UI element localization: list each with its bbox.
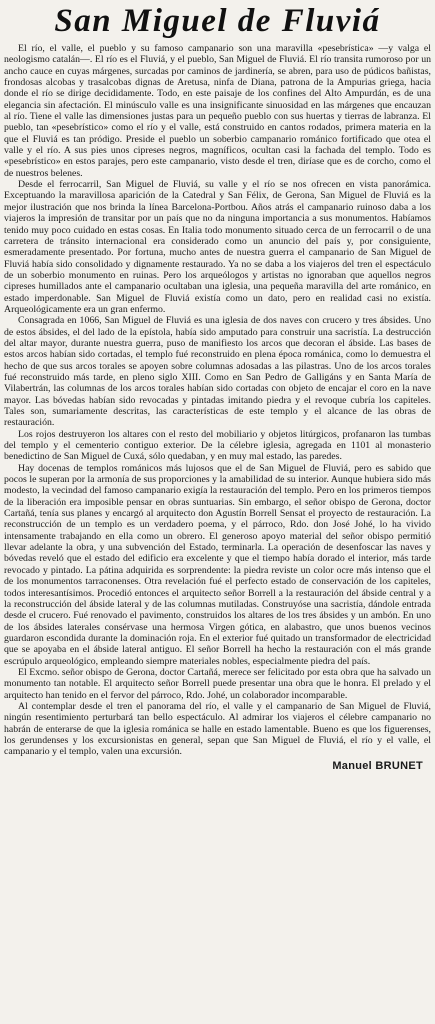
article-paragraph: Consagrada en 1066, San Miguel de Fluviá es una iglesia de dos naves con crucero y tres ábsides. Uno de estos ábsides, el del lado de la epístola, había sido amputado para construir una sacristía. La destrucción del altar mayor, durante nuestra guerra, puso de manifiesto los arcos que decoran el ábside. Las bases de estos arcos habían sido cortadas, el templo fué reconstruido en plena época románica, como lo demuestra el hecho de que sus arcos torales se apoyen sobre columnas adosadas a las pilastras. Uno de los arcos torales fué reconstruido más tarde, en pleno siglo XIII. Como en San Pedro de Galligáns y en Santa María de Vilabertrán, las columnas de los arcos torales habían sido cortadas con objeto de encajar el coro en la nave mayor. Las bóvedas habían sido revocadas y pintadas imitando piedra y el revoque cubría los capiteles. Tales son, sumariamente descritas, las características de este templo y el alcance de las obras de restauración. [4,315,431,429]
article-paragraph: Desde el ferrocarril, San Miguel de Fluviá, su valle y el río se nos ofrecen en vista panorámica. Exceptuando la maravillosa aparición de la Catedral y San Félix, de Gerona, San Miguel de Fluviá es la mejor ilustración que nos brinda la línea Barcelona-Portbou. Años atrás el campanario ruinoso daba a los viajeros la impresión de transitar por un país que no da ninguna importancia a sus monumentos. Habíamos tenido muy poco cuidado en estas cosas. En Italia todo monumento situado cerca de un ferrocarril o de una carretera de tránsito internacional era considerado como un anuncio del país y, por consiguiente, esmeradamente presentado. Por fortuna, mucho antes de nuestra guerra el campanario de San Miguel de Fluviá había sido consolidado y dignamente restaurado. Ya no se daba a los viajeros del tren el espectáculo de un soberbio monumento en ruinas. Pero los arqueólogos y artistas no ignoraban que aquellos negros cipreses humillados ante el campanario ocultaban una iglesia, una pequeña maravilla del arte románico, en estado imperdonable. San Miguel de Fluviá existía como un dato, pero en realidad casi no existía. Arqueológicamente era un gran enfermo. [4,179,431,315]
article-paragraph: El río, el valle, el pueblo y su famoso campanario son una maravilla «pesebrística» —y valga el neologismo catalán—. El río es el Fluviá, y el pueblo, San Miguel de Fluviá. El río transita rumoroso por un ancho cauce en cuyas márgenes, surcadas por caminos de jardinería, se abren, para uso de púdicos bañistas, frondosas alcobas y trasalcobas dignas de Aretusa, ninfa de Diana, patrona de la Ampurias griega, hacia donde el río se dirige decididamente. Todo, en este paisaje de los confines del Alto Ampurdán, es de una elegancia sin afectación. El minúsculo valle es una insignificante sinuosidad en las márgenes que encauzan al río. Tiene el valle las dimensiones justas para un pequeño pueblo con sus huertas y tierras de labranza. El pueblo, tan «pesebrístico» como el río y el valle, está construido en cantos rodados, primera materia en la que el Fluviá es tan pródigo. Preside el pueblo un soberbio campanario románico fortificado que otea el valle y el río. A sus pies unos cipreses negros, magníficos, ocultan casi la fachada del templo. Todo es «pesebrístico» en estos parajes, pero este campanario, visto desde el tren, diríase que es de corcho, como el de nuestros belenes. [4,43,431,179]
article-title: San Miguel de Fluviá [54,3,381,39]
article-paragraph: Al contemplar desde el tren el panorama del río, el valle y el campanario de San Miguel de Fluviá, ningún resentimiento perturbará tan bello espectáculo. Al admirar los viajeros el célebre campanario no habrán de enterarse de que la iglesia románica se halle en estado lamentable. Bueno es que los figuerenses, los gerundenses y los excursionistas en general, sepan que San Miguel de Fluviá, el río y el valle, el campanario y el templo, valen una excursión. [4,700,431,758]
article-body [4,43,431,758]
article-paragraph: El Excmo. señor obispo de Gerona, doctor Cartañá, merece ser felicitado por esta obra que ha salvado un monumento tan notable. El arquitecto señor Borrell puede presentar una obra que le honra. El prelado y el arquitecto han tenido en el fervor del párroco, Rdo. Johé, un colaborador incomparable. [4,666,431,701]
author-signature: Manuel BRUNET [332,759,423,772]
article-paragraph: Hay docenas de templos románicos más lujosos que el de San Miguel de Fluviá, pero es sabido que pocos le superan por la armonía de sus proporciones y la amabilidad de su interior. Aunque hubiera sido más modesto, la vecindad del famoso campanario exigía la restauración del templo. Pero en los primeros tiempos de la liberación era imposible pensar en obras suntuarias. Sin embargo, el señor obispo de Gerona, doctor Cartañá, tenía sus planes y encargó al arquitecto don Agustín Borrell Sensat el proyecto de restauración. La reconstrucción de un templo es un verdadero poema, y el párroco, Rdo. don José Johé, lo ha vivido intensamente trabajando en ella como un obrero. El generoso apoyo material del señor obispo permitió llevar adelante la obra, y una subvención del Estado, terminarla. La operación de desenfoscar las naves y bóvedas reveló que el estado del edificio era excelente y que el tiempo había dorado el interior, más tarde revocado y pintado. La pátina adquirida es sorprendente: la piedra reviste un color ocre más intenso que el de los monumentos tarraconenses. Otra revelación fué el perfecto estado de conservación de los capiteles, todos interesantísimos. Procedió entonces el arquitecto señor Borrell a la restauración del ábside central y a la reconstrucción del ábside lateral y de las columnas mutiladas. Construyóse una sacristía, dándole entrada desde el crucero. Fué renovado el pavimento, construidos los altares de los tres ábsides y un ambón. En uno de los ábsides laterales consérvase una hermosa Virgen gótica, en alabastro, que unos buenos vecinos guardaron escondida durante la dominación roja. En el exterior fué quitado un transformador de electricidad que se apoyaba en el ábside lateral antiguo. El señor Borrell ha hecho la restauración con el más grande escrúpulo arqueológico, empleando siempre materiales nobles, especialmente piedra del país. [4,462,431,667]
article-paragraph: Los rojos destruyeron los altares con el resto del mobiliario y objetos litúrgicos, profanaron las tumbas del templo y el cementerio contiguo exterior. De la célebre iglesia, agregada en 1101 al monasterio benedictino de San Miguel de Cuxá, sólo quedaban, y en muy mal estado, las paredes. [4,428,431,463]
